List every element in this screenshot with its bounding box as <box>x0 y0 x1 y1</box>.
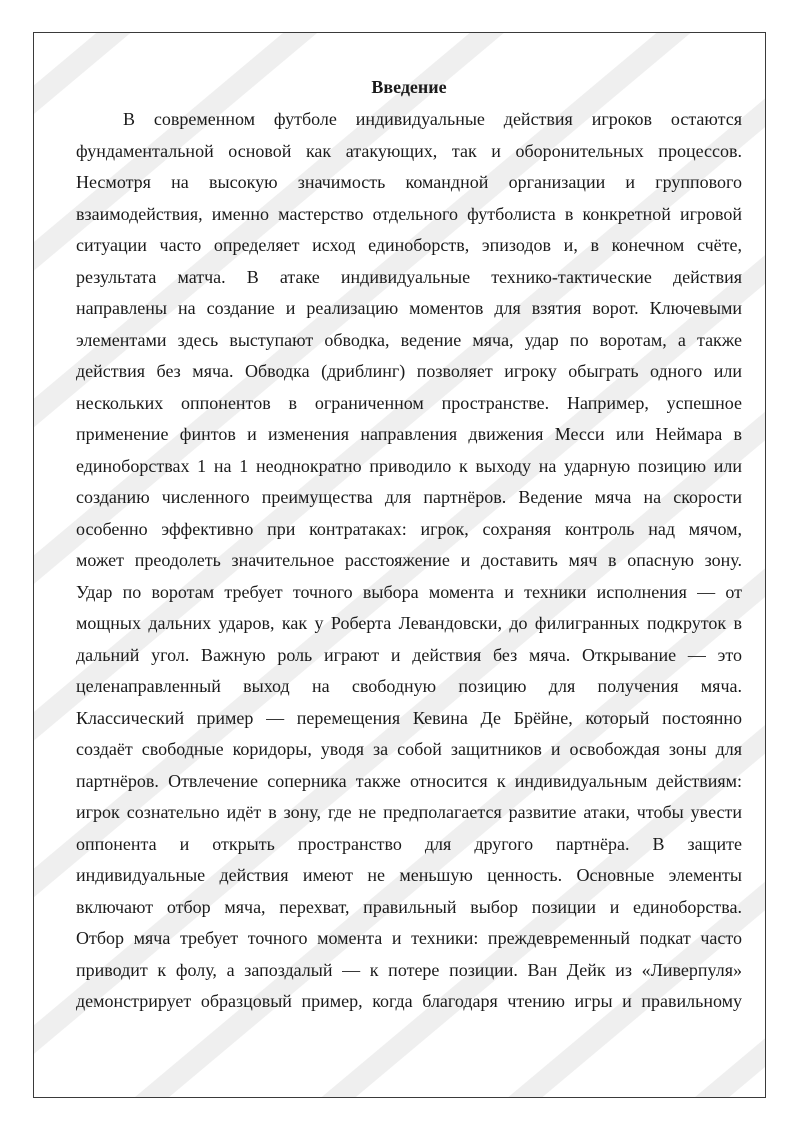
text-line: направлены на создание и реализацию моментов для взятия ворот. Ключевыми <box>76 298 742 318</box>
text-line: особенно эффективно при контратаках: игрок, сохраняя контроль над мячом, <box>76 518 742 539</box>
text-line: ситуации часто определяет исход единоборств, эпизодов и, в конечном счёте, <box>76 235 742 255</box>
text-line: целенаправленный выход на свободную позицию для получения мяча. <box>76 676 742 696</box>
text-line: демонстрирует образцовый пример, когда благодаря чтению игры и правильному <box>76 991 742 1011</box>
text-line: Классический пример — перемещения Кевина Де Брёйне, который постоянно <box>76 707 742 728</box>
text-line: Удар по воротам требует точного выбора момента и техники исполнения — от <box>76 581 742 602</box>
text-line: создаёт свободные коридоры, уводя за собой защитников и освобождая зоны для <box>76 739 742 759</box>
text-line: взаимодействия, именно мастерство отдельного футболиста в конкретной игровой <box>76 203 742 224</box>
text-line: созданию численного преимущества для партнёров. Ведение мяча на скорости <box>76 487 742 507</box>
text-line: оппонента и открыть пространство для другого партнёра. В защите <box>76 833 742 854</box>
text-line: Несмотря на высокую значимость командной организации и группового <box>76 172 742 192</box>
document-body <box>76 104 742 1018</box>
text-line: результата матча. В атаке индивидуальные технико-тактические действия <box>76 266 742 287</box>
text-line: может преодолеть значительное расстояжение и доставить мяч в опасную зону. <box>76 550 742 570</box>
text-line: нескольких оппонентов в ограниченном пространстве. Например, успешное <box>76 392 742 413</box>
text-line: фундаментальной основой как атакующих, так и оборонительных процессов. <box>76 140 742 161</box>
text-line: индивидуальные действия имеют не меньшую ценность. Основные элементы <box>76 865 742 885</box>
text-line: партнёров. Отвлечение соперника также относится к индивидуальным действиям: <box>76 770 742 791</box>
text-line: дальний угол. Важную роль играют и действия без мяча. Открывание — это <box>76 644 742 665</box>
document-title: Введение <box>371 77 447 97</box>
text-line: элементами здесь выступают обводка, ведение мяча, удар по воротам, а также <box>76 329 742 350</box>
text-line: игрок сознательно идёт в зону, где не предполагается развитие атаки, чтобы увести <box>76 802 742 822</box>
text-line: Отбор мяча требует точного момента и техники: преждевременный подкат часто <box>76 928 742 948</box>
text-line: приводит к фолу, а запоздалый — к потере позиции. Ван Дейк из «Ливерпуля» <box>76 959 742 980</box>
text-line: применение финтов и изменения направления движения Месси или Неймара в <box>76 424 742 444</box>
text-line: мощных дальних ударов, как у Роберта Левандовски, до филигранных подкруток в <box>76 613 742 633</box>
text-line: единоборствах 1 на 1 неоднократно приводило к выходу на ударную позицию или <box>76 455 742 476</box>
text-line: включают отбор мяча, перехват, правильный выбор позиции и единоборства. <box>76 896 742 917</box>
text-line: В современном футболе индивидуальные действия игроков остаются <box>123 109 742 129</box>
text-line: действия без мяча. Обводка (дриблинг) позволяет игроку обыграть одного или <box>76 361 742 381</box>
